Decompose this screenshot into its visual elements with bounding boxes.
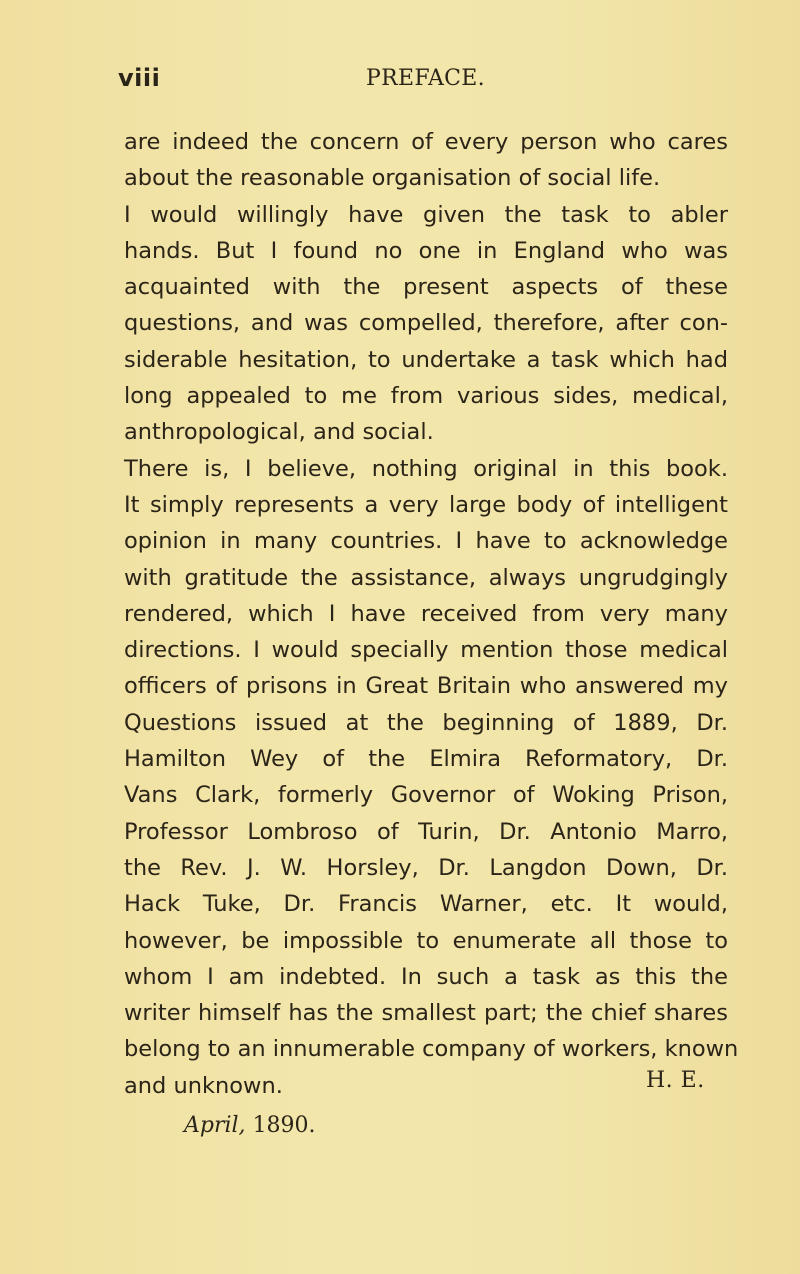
text-line: whom I am indebted. In such a task as this the	[124, 963, 728, 990]
preface-text	[124, 124, 739, 1104]
text-line: Hack Tuke, Dr. Francis Warner, etc. It would,	[124, 891, 728, 918]
text-line: questions, and was compelled, therefore, after con-	[124, 310, 728, 337]
text-line: the Rev. J. W. Horsley, Dr. Langdon Down, Dr.	[124, 854, 728, 881]
text-line: anthropological, and social.	[124, 419, 434, 446]
text-line: long appealed to me from various sides, medical,	[124, 383, 728, 410]
author-initials: H. E.	[646, 1068, 705, 1093]
page-title: PREFACE.	[366, 66, 485, 91]
date-year: 1890.	[252, 1113, 316, 1138]
text-line: siderable hesitation, to undertake a task which had	[124, 346, 728, 373]
text-line: about the reasonable organisation of social life.	[124, 165, 661, 192]
text-line: There is, I believe, nothing original in this book.	[124, 455, 728, 482]
text-line: Questions issued at the beginning of 1889, Dr.	[124, 709, 728, 736]
text-line: with gratitude the assistance, always ungrudgingly	[124, 564, 728, 591]
text-line: It simply represents a very large body of intelligent	[124, 491, 728, 518]
text-line: hands. But I found no one in England who was	[124, 237, 728, 264]
page-number: viii	[118, 64, 161, 92]
text-line: Vans Clark, formerly Governor of Woking Prison,	[124, 782, 728, 809]
text-line: opinion in many countries. I have to acknowledge	[124, 528, 728, 555]
running-head	[118, 64, 718, 100]
text-line: belong to an innumerable company of workers, known	[124, 1036, 739, 1063]
text-line: Hamilton Wey of the Elmira Reformatory, Dr.	[124, 746, 728, 773]
text-line: directions. I would specially mention those medical	[124, 637, 728, 664]
text-line: Professor Lombroso of Turin, Dr. Antonio Marro,	[124, 818, 728, 845]
text-line: writer himself has the smallest part; the chief shares	[124, 1000, 728, 1027]
text-line: acquainted with the present aspects of these	[124, 274, 728, 301]
text-line: officers of prisons in Great Britain who answered my	[124, 673, 728, 700]
text-line: however, be impossible to enumerate all those to	[124, 927, 728, 954]
text-line: and unknown.	[124, 1072, 283, 1099]
text-line: rendered, which I have received from very many	[124, 600, 728, 627]
dateline	[184, 1113, 316, 1138]
text-line: are indeed the concern of every person who cares	[124, 129, 728, 155]
date-month: April,	[184, 1113, 246, 1138]
text-line: I would willingly have given the task to abler	[124, 201, 728, 228]
